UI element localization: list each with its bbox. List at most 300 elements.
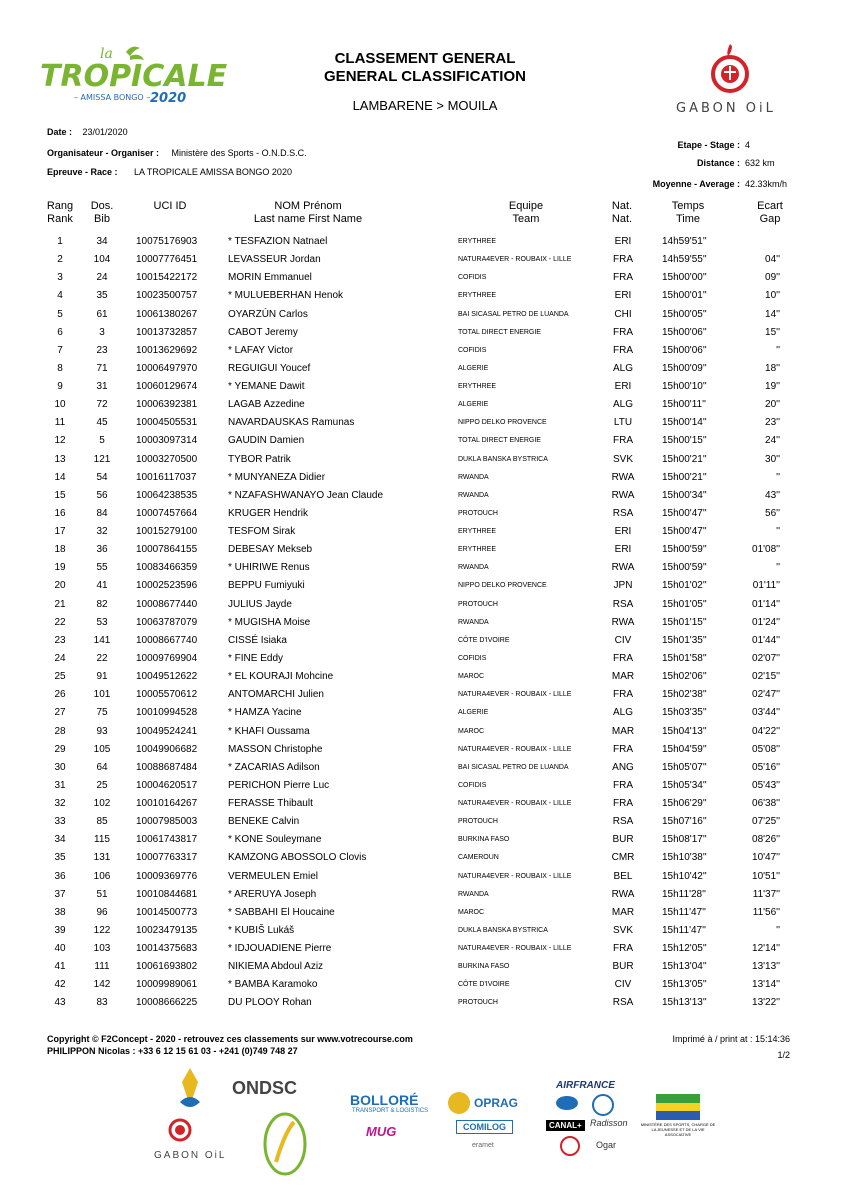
cell-nat: FRA	[613, 344, 633, 356]
airfrance-logo: AIRFRANCE	[556, 1080, 615, 1091]
cell-team: COFIDIS	[458, 346, 487, 354]
cell-nat: CIV	[614, 634, 632, 646]
cell-bib: 91	[96, 671, 108, 683]
cell-team: ERYTHREE	[458, 546, 496, 554]
table-row	[40, 287, 810, 305]
cell-rank: 2	[57, 254, 63, 266]
cell-gap: 05'16''	[752, 761, 780, 773]
table-row	[40, 958, 810, 976]
organiser-label: Organisateur - Organiser :	[47, 148, 160, 158]
cell-gap: ''	[776, 471, 780, 483]
cell-name: * ZACARIAS Adilson	[228, 761, 320, 773]
cell-bib: 121	[93, 453, 111, 465]
cell-gap: 04'22''	[752, 725, 780, 737]
contact: PHILIPPON Nicolas : +33 6 12 15 61 03 - +241 (0)749 748 27	[47, 1046, 298, 1056]
race-line	[47, 167, 292, 177]
table-row	[40, 378, 810, 396]
cell-rank: 7	[57, 344, 63, 356]
cell-uci: 10003097314	[136, 435, 198, 447]
cell-nat: FRA	[613, 689, 633, 701]
cell-rank: 12	[54, 435, 66, 447]
cell-name: DEBESAY Mekseb	[228, 544, 313, 556]
table-row	[40, 233, 810, 251]
cell-name: NAVARDAUSKAS Ramunas	[228, 417, 355, 429]
cell-bib: 131	[93, 852, 111, 864]
cell-gap: 11'37''	[752, 888, 780, 900]
cell-rank: 25	[54, 671, 66, 683]
cell-uci: 10010164267	[136, 798, 198, 810]
table-row	[40, 668, 810, 686]
mug-logo: MUG	[366, 1124, 397, 1139]
cell-bib: 71	[96, 362, 108, 374]
cell-uci: 10002523596	[136, 580, 198, 592]
cell-bib: 35	[96, 290, 108, 302]
cell-time: 15h00'14''	[662, 417, 707, 429]
cell-nat: ERI	[614, 526, 632, 538]
cell-rank: 10	[54, 399, 66, 411]
cell-bib: 61	[96, 308, 108, 320]
cell-team: TOTAL DIRECT ENERGIE	[458, 437, 541, 445]
cell-gap: 43''	[765, 489, 780, 501]
cell-uci: 10007776451	[136, 254, 198, 266]
oprag-logo: OPRAG	[474, 1096, 519, 1110]
cell-team: CÔTE D'IVOIRE	[458, 981, 510, 989]
cell-rank: 24	[54, 652, 66, 664]
cell-time: 15h00'11''	[662, 399, 706, 411]
cell-team: COFIDIS	[458, 274, 487, 282]
cell-uci: 10014500773	[136, 906, 198, 918]
table-row	[40, 505, 810, 523]
cell-time: 14h59'51''	[662, 236, 707, 247]
table-row	[40, 414, 810, 432]
cell-bib: 103	[93, 943, 111, 955]
stage-route: LAMBARENE > MOUILA	[352, 98, 498, 113]
cell-rank: 6	[57, 326, 63, 338]
cell-rank: 33	[54, 816, 66, 828]
gabon-oil-logo	[670, 42, 790, 116]
race-value: LA TROPICALE AMISSA BONGO 2020	[134, 167, 292, 177]
col-time-fr: Temps	[671, 200, 705, 212]
cell-team: NATURA4EVER - ROUBAIX - LILLE	[458, 745, 572, 753]
printed-time: Imprimé à / print at : 15:14:36	[672, 1034, 790, 1044]
cell-team: NATURA4EVER - ROUBAIX - LILLE	[458, 800, 572, 808]
table-row	[40, 614, 810, 632]
cell-uci: 10009369776	[136, 870, 198, 882]
cell-name: * KONE Souleymane	[228, 834, 322, 846]
stage-value: 4	[745, 140, 751, 150]
cell-nat: ERI	[614, 236, 632, 247]
cell-name: VERMEULEN Emiel	[228, 870, 319, 882]
distance-label: Distance :	[696, 158, 740, 168]
cell-gap: 10''	[765, 290, 780, 302]
cell-bib: 45	[96, 417, 108, 429]
organiser-value: Ministère des Sports - O.N.D.S.C.	[171, 148, 307, 158]
cell-uci: 10008677440	[136, 598, 198, 610]
cell-rank: 42	[54, 979, 66, 991]
cell-nat: ERI	[614, 544, 632, 556]
cell-time: 15h05'07''	[662, 761, 707, 773]
cell-rank: 15	[54, 489, 66, 501]
cell-rank: 31	[54, 779, 66, 791]
cell-bib: 31	[96, 381, 108, 393]
cell-time: 15h04'13''	[662, 725, 707, 737]
cell-uci: 10061743817	[136, 834, 198, 846]
cell-team: RWANDA	[458, 618, 489, 626]
cell-name: CISSÉ Isiaka	[228, 634, 287, 646]
cell-name: * IDJOUADIENE Pierre	[228, 943, 332, 955]
cell-gap: 18''	[765, 362, 780, 374]
date-label: Date :	[47, 127, 73, 137]
cell-nat: BUR	[612, 961, 634, 973]
cell-rank: 34	[54, 834, 66, 846]
cell-rank: 17	[54, 526, 66, 538]
cell-team: BURKINA FASO	[458, 963, 510, 971]
cell-team: TOTAL DIRECT ENERGIE	[458, 328, 541, 336]
cell-uci: 10004620517	[136, 779, 198, 791]
cell-team: COFIDIS	[458, 781, 487, 789]
cell-nat: RWA	[611, 616, 635, 628]
cell-gap: 24''	[765, 435, 780, 447]
cell-bib: 104	[93, 254, 111, 266]
cell-gap: 01'11''	[752, 580, 780, 592]
cell-team: PROTOUCH	[458, 509, 498, 517]
cell-uci: 10010844681	[136, 888, 198, 900]
cell-gap: 10'51''	[752, 870, 780, 882]
cell-nat: CHI	[614, 308, 632, 320]
cell-nat: RSA	[612, 598, 634, 610]
cell-gap: 56''	[765, 507, 780, 519]
svg-text:GABON OiL: GABON OiL	[676, 101, 776, 116]
col-rank	[40, 200, 80, 226]
cell-gap: 12'14''	[752, 943, 780, 955]
ministry-text: MINISTÈRE DES SPORTS, CHARGÉ DE LA JEUNESSE ET DE LA VIE ASSOCIATIVE	[640, 1122, 716, 1137]
cell-rank: 37	[54, 888, 66, 900]
bollore-logo: BOLLORÉ	[350, 1092, 419, 1108]
cell-uci: 10013732857	[136, 326, 198, 338]
table-row	[40, 523, 810, 541]
cell-nat: SVK	[612, 924, 633, 936]
cell-rank: 39	[54, 924, 66, 936]
cell-time: 15h00'01''	[662, 290, 707, 302]
cell-bib: 72	[96, 399, 108, 411]
cell-rank: 4	[57, 290, 63, 302]
table-row	[40, 251, 810, 269]
cell-team: NATURA4EVER - ROUBAIX - LILLE	[458, 691, 572, 699]
cell-gap: 13'13''	[752, 961, 780, 973]
canal-logo: CANAL+	[546, 1120, 585, 1131]
cell-name: * MUGISHA Moise	[228, 616, 311, 628]
cell-bib: 115	[94, 834, 110, 846]
cell-gap: 02'15''	[752, 671, 780, 683]
cell-time: 15h13'05''	[662, 979, 707, 991]
cell-bib: 142	[93, 979, 111, 991]
cell-nat: BUR	[612, 834, 634, 846]
cell-uci: 10023500757	[136, 290, 198, 302]
cell-name: NIKIEMA Abdoul Aziz	[228, 961, 324, 973]
cell-rank: 18	[54, 544, 66, 556]
cell-uci: 10005570612	[136, 689, 198, 701]
cell-gap: 10'47''	[752, 852, 780, 864]
cell-rank: 23	[54, 634, 66, 646]
cell-bib: 51	[96, 888, 108, 900]
cell-gap: 01'24''	[752, 616, 780, 628]
bollore-sub: TRANSPORT & LOGISTICS	[352, 1108, 429, 1114]
cell-rank: 40	[54, 943, 66, 955]
cell-team: RWANDA	[458, 473, 489, 481]
cell-uci: 10006392381	[136, 399, 198, 411]
cell-bib: 85	[96, 816, 108, 828]
cell-gap: 08'26''	[752, 834, 780, 846]
cell-rank: 13	[54, 453, 66, 465]
cell-name: KRUGER Hendrik	[228, 507, 309, 519]
table-row	[40, 886, 810, 904]
cell-bib: 23	[96, 344, 108, 356]
cell-time: 15h00'59''	[662, 562, 707, 574]
cell-time: 15h01'05''	[662, 598, 707, 610]
col-gap-en: Gap	[759, 213, 781, 225]
cell-rank: 3	[57, 272, 63, 284]
table-row	[40, 432, 810, 450]
table-row	[40, 360, 810, 378]
table-row	[40, 868, 810, 886]
cell-team: MAROC	[458, 673, 485, 681]
cell-nat: MAR	[611, 906, 635, 918]
cell-uci: 10007457664	[136, 507, 198, 519]
cell-time: 15h02'38''	[662, 689, 707, 701]
cell-uci: 10013629692	[136, 344, 198, 356]
cell-rank: 38	[54, 906, 66, 918]
cell-gap: ''	[776, 344, 780, 356]
cell-name: DU PLOOY Rohan	[228, 997, 312, 1009]
col-time	[660, 200, 716, 226]
cell-name: * UHIRIWE Renus	[228, 562, 310, 574]
cell-time: 15h07'16''	[662, 816, 707, 828]
sponsor-badge-3	[560, 1136, 580, 1156]
cell-nat: MAR	[611, 671, 635, 683]
cell-nat: RWA	[611, 489, 635, 501]
ondsc-text: ONDSC	[232, 1078, 298, 1098]
cell-gap: 03'44''	[752, 707, 780, 719]
cell-time: 15h00'09''	[662, 362, 707, 374]
sponsor-badge-1	[556, 1096, 578, 1110]
cell-bib: 36	[96, 544, 108, 556]
sponsor-badge-2	[592, 1094, 614, 1116]
cell-nat: CMR	[611, 852, 635, 864]
cell-team: BURKINA FASO	[458, 836, 510, 844]
cell-name: MASSON Christophe	[228, 743, 323, 755]
cell-gap: 19''	[765, 381, 780, 393]
cell-uci: 10083466359	[136, 562, 198, 574]
cell-time: 15h13'04''	[662, 961, 707, 973]
col-bib	[82, 200, 122, 226]
cell-rank: 1	[57, 236, 63, 247]
cell-nat: FRA	[613, 652, 633, 664]
cell-time: 15h02'06''	[662, 671, 707, 683]
cell-team: PROTOUCH	[458, 600, 498, 608]
cell-name: REGUIGUI Youcef	[228, 362, 311, 374]
cell-bib: 122	[93, 924, 111, 936]
cell-name: * YEMANE Dawit	[228, 381, 305, 393]
col-nat	[604, 200, 640, 226]
col-name-en: Last name First Name	[253, 213, 363, 225]
cell-bib: 111	[94, 961, 110, 973]
cell-uci: 10007864155	[136, 544, 198, 556]
cell-rank: 29	[54, 743, 66, 755]
cell-uci: 10007985003	[136, 816, 198, 828]
cell-time: 15h00'00''	[662, 272, 707, 284]
cell-gap: 04''	[765, 254, 780, 266]
cell-gap: 01'44''	[752, 634, 780, 646]
cell-nat: RWA	[611, 471, 635, 483]
cell-nat: JPN	[613, 580, 633, 592]
cell-gap: ''	[776, 924, 780, 936]
cell-bib: 141	[93, 634, 111, 646]
cell-time: 15h10'38''	[662, 852, 707, 864]
col-uci-label: UCI ID	[153, 200, 187, 212]
cell-time: 15h11'47''	[662, 906, 706, 918]
cell-team: CAMEROUN	[458, 854, 499, 862]
table-row	[40, 813, 810, 831]
cell-team: ALGERIE	[458, 709, 489, 717]
gabon-flag	[656, 1094, 700, 1120]
cell-uci: 10023479135	[136, 924, 198, 936]
cell-uci: 10060129674	[136, 381, 198, 393]
cell-gap: ''	[776, 526, 780, 538]
cell-time: 15h01'02''	[662, 580, 707, 592]
cell-bib: 105	[93, 743, 111, 755]
cell-team: MAROC	[458, 727, 485, 735]
cell-name: CABOT Jeremy	[228, 326, 298, 338]
date-value: 23/01/2020	[82, 127, 128, 137]
cell-time: 15h00'21''	[662, 453, 707, 465]
cell-uci: 10004505531	[136, 417, 198, 429]
table-row	[40, 704, 810, 722]
cell-bib: 101	[93, 689, 111, 701]
cell-name: LEVASSEUR Jordan	[228, 254, 321, 266]
cell-bib: 54	[96, 471, 108, 483]
cell-time: 15h01'15''	[662, 616, 707, 628]
cell-gap: 02'07''	[752, 652, 780, 664]
cell-team: BAI SICASAL PETRO DE LUANDA	[458, 763, 569, 771]
date-line	[47, 127, 128, 137]
cell-time: 15h00'47''	[662, 526, 707, 538]
cell-gap: 01'08''	[752, 544, 780, 556]
cell-gap: 11'56''	[752, 906, 780, 918]
cell-bib: 53	[96, 616, 108, 628]
cell-name: BENEKE Calvin	[228, 816, 300, 828]
cell-bib: 83	[96, 997, 108, 1009]
cell-uci: 10003270500	[136, 453, 198, 465]
cell-nat: RWA	[611, 562, 635, 574]
cell-team: DUKLA BANSKA BYSTRICA	[458, 455, 548, 463]
cell-nat: RWA	[611, 888, 635, 900]
cell-name: * FINE Eddy	[228, 652, 284, 664]
cell-name: * KHAFI Oussama	[228, 725, 310, 737]
cell-time: 15h11'47''	[662, 924, 706, 936]
eramet-logo: eramet	[472, 1142, 494, 1149]
table-row	[40, 831, 810, 849]
cell-rank: 27	[54, 707, 66, 719]
table-row	[40, 994, 810, 1012]
cell-bib: 102	[93, 798, 111, 810]
cell-time: 15h01'58''	[662, 652, 707, 664]
title-fr: CLASSEMENT GENERAL	[334, 50, 516, 67]
cell-nat: FRA	[613, 779, 633, 791]
cell-team: NIPPO DELKO PROVENCE	[458, 582, 547, 590]
cell-bib: 56	[96, 489, 108, 501]
cell-team: BAI SICASAL PETRO DE LUANDA	[458, 310, 569, 318]
cell-time: 15h04'59''	[662, 743, 707, 755]
copyright: Copyright © F2Concept - 2020 - retrouvez ces classements sur www.votrecourse.com	[47, 1034, 413, 1044]
average-label: Moyenne - Average :	[652, 179, 740, 189]
cell-name: * LAFAY Victor	[228, 344, 294, 356]
cell-time: 14h59'55''	[662, 254, 707, 266]
cell-team: ERYTHREE	[458, 528, 496, 536]
cell-bib: 55	[96, 562, 108, 574]
cell-name: * ARERUYA Joseph	[228, 888, 317, 900]
cell-nat: FRA	[613, 272, 633, 284]
cell-name: * SABBAHI El Houcaine	[228, 906, 335, 918]
cell-gap: ''	[776, 562, 780, 574]
cell-nat: ERI	[614, 290, 632, 302]
cell-bib: 32	[96, 526, 108, 538]
cell-uci: 10006497970	[136, 362, 198, 374]
cell-team: MAROC	[458, 908, 485, 916]
cell-uci: 10007763317	[136, 852, 198, 864]
cell-name: * MULUEBERHAN Henok	[228, 290, 344, 302]
cell-rank: 22	[54, 616, 66, 628]
cell-bib: 75	[96, 707, 108, 719]
cell-uci: 10049512622	[136, 671, 198, 683]
cell-bib: 34	[96, 236, 108, 247]
cell-gap: 15''	[765, 326, 780, 338]
cell-uci: 10075176903	[136, 236, 198, 247]
cell-nat: LTU	[613, 417, 633, 429]
cell-rank: 41	[54, 961, 66, 973]
col-team-en: Team	[512, 213, 540, 225]
tropicale-logo	[38, 42, 228, 112]
cell-nat: FRA	[613, 326, 633, 338]
comilog-logo: COMILOG	[456, 1120, 513, 1134]
cell-nat: ERI	[614, 381, 632, 393]
cell-team: NIPPO DELKO PROVENCE	[458, 419, 547, 427]
cell-nat: FRA	[613, 943, 633, 955]
oprag-emblem	[448, 1092, 470, 1114]
cell-team: NATURA4EVER - ROUBAIX - LILLE	[458, 256, 572, 264]
cell-time: 15h03'35''	[662, 707, 707, 719]
cell-name: PERICHON Pierre Luc	[228, 779, 330, 791]
cell-rank: 36	[54, 870, 66, 882]
cell-rank: 26	[54, 689, 66, 701]
cell-gap: 06'38''	[752, 798, 780, 810]
cell-rank: 14	[54, 471, 66, 483]
cell-name: * NZAFASHWANAYO Jean Claude	[228, 489, 384, 501]
cell-rank: 35	[54, 852, 66, 864]
col-rank-fr: Rang	[46, 200, 74, 212]
cell-nat: FRA	[613, 798, 633, 810]
cell-uci: 10015422172	[136, 272, 198, 284]
col-bib-en: Bib	[94, 213, 110, 225]
cell-uci: 10064238535	[136, 489, 198, 501]
cell-bib: 41	[96, 580, 108, 592]
gabon-oil-footer-text: GABON OiL	[154, 1150, 227, 1161]
cell-time: 15h00'59''	[662, 544, 707, 556]
cell-time: 15h08'17''	[662, 834, 707, 846]
cell-name: GAUDIN Damien	[228, 435, 305, 447]
cell-team: CÔTE D'IVOIRE	[458, 636, 510, 644]
col-team-fr: Equipe	[508, 200, 544, 212]
cell-name: TESFOM Sirak	[228, 526, 296, 538]
